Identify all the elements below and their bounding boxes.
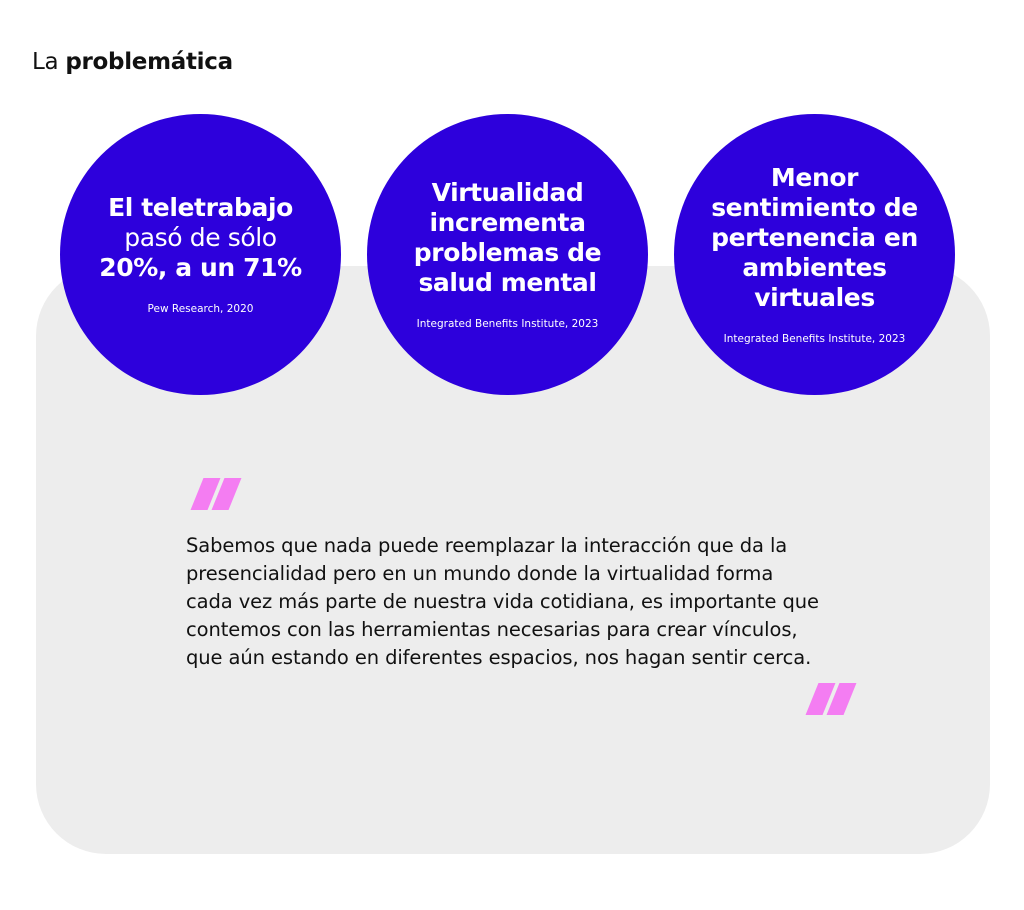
stat-source: Integrated Benefits Institute, 2023 bbox=[416, 318, 599, 330]
stat-circle-teletrabajo bbox=[60, 114, 341, 395]
title-prefix: La bbox=[32, 49, 59, 75]
stat-line-2: pasó de sólo bbox=[124, 223, 277, 252]
quote-close-icon bbox=[806, 683, 854, 717]
stat-line-1: El teletrabajo bbox=[108, 193, 293, 222]
quote-open-icon bbox=[191, 478, 239, 512]
stat-source: Integrated Benefits Institute, 2023 bbox=[723, 333, 906, 345]
stat-text bbox=[99, 193, 302, 283]
title-main: problemática bbox=[65, 49, 233, 75]
page-title bbox=[32, 48, 233, 76]
stat-line-3: 20%, a un 71% bbox=[99, 253, 302, 282]
stat-circle-pertenencia bbox=[674, 114, 955, 395]
stat-circle-salud-mental bbox=[367, 114, 648, 395]
stat-source: Pew Research, 2020 bbox=[147, 303, 254, 315]
stat-text: Menor sentimiento de pertenencia en ambientes virtuales bbox=[711, 163, 918, 312]
quote-text: Sabemos que nada puede reemplazar la interacción que da la presencialidad pero en un mundo donde la virtualidad forma cada vez más parte de nuestra vida cotidiana, es importante que contemos con las herramientas necesarias para crear vínculos, que aún estando en diferentes espacios, nos hagan sentir cerca. bbox=[186, 534, 819, 669]
stat-text: Virtualidad incrementa problemas de salud mental bbox=[413, 178, 602, 297]
